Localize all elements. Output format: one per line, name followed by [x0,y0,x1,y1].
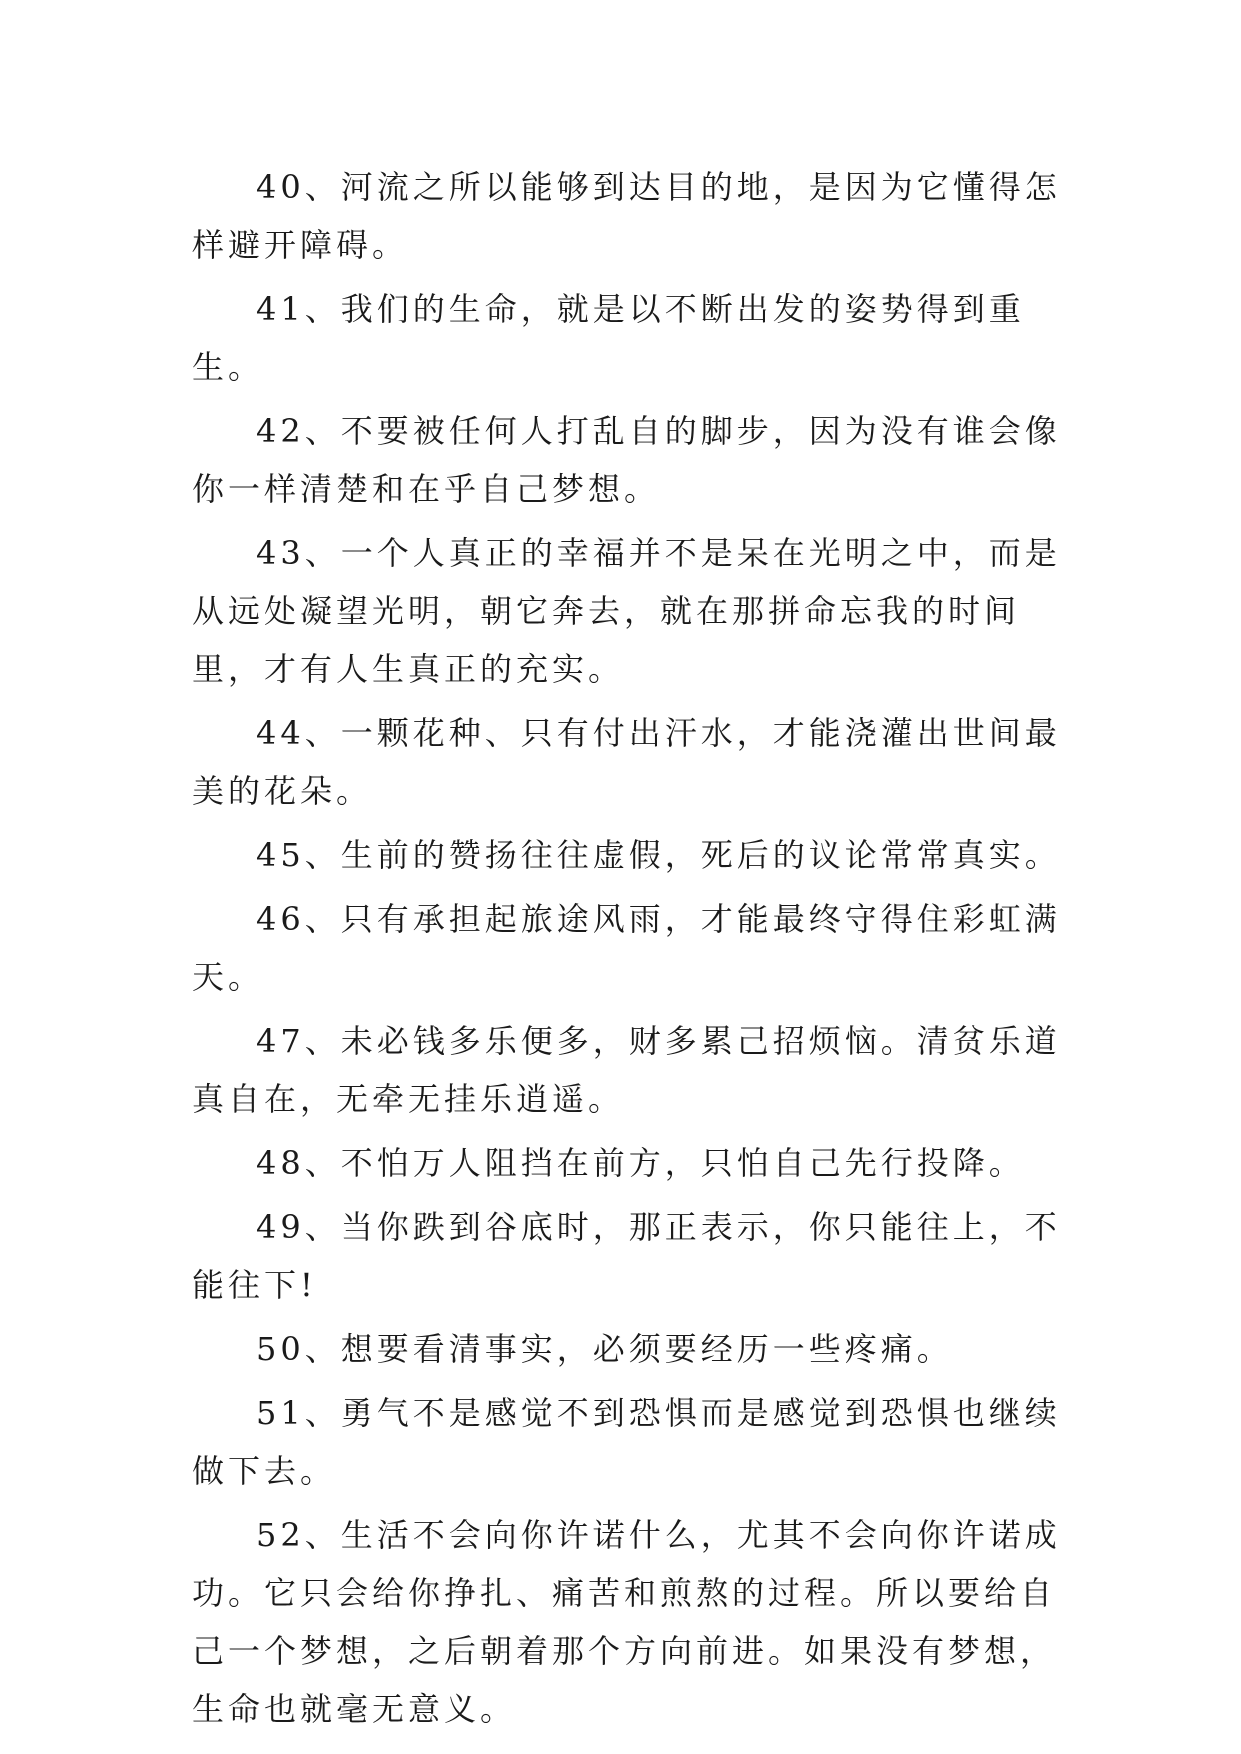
paragraph-43: 43、一个人真正的幸福并不是呆在光明之中，而是从远处凝望光明，朝它奔去，就在那拼命忘我的时间里，才有人生真正的充实。 [192,534,1061,688]
document-body [192,158,1064,1744]
paragraph-47: 47、未必钱多乐便多，财多累己招烦恼。清贫乐道真自在，无牵无挂乐逍遥。 [192,1022,1061,1118]
paragraph-52: 52、生活不会向你许诺什么，尤其不会向你许诺成功。它只会给你挣扎、痛苦和煎熬的过程。所以要给自己一个梦想，之后朝着那个方向前进。如果没有梦想，生命也就毫无意义。 [192,1516,1061,1728]
paragraph-45: 45、生前的赞扬往往虚假，死后的议论常常真实。 [256,836,1061,874]
paragraph-49: 49、当你跌到谷底时，那正表示，你只能往上，不能往下! [192,1208,1061,1304]
paragraph-51: 51、勇气不是感觉不到恐惧而是感觉到恐惧也继续做下去。 [192,1394,1061,1490]
paragraph-42: 42、不要被任何人打乱自的脚步，因为没有谁会像你一样清楚和在乎自己梦想。 [192,412,1061,508]
paragraph-41: 41、我们的生命，就是以不断出发的姿势得到重生。 [192,290,1025,386]
paragraph-48: 48、不怕万人阻挡在前方，只怕自己先行投降。 [256,1144,1025,1182]
paragraph-40: 40、河流之所以能够到达目的地，是因为它懂得怎样避开障碍。 [192,168,1061,264]
paragraph-44: 44、一颗花种、只有付出汗水，才能浇灌出世间最美的花朵。 [192,714,1061,810]
paragraph-50: 50、想要看清事实，必须要经历一些疼痛。 [256,1330,953,1368]
paragraph-46: 46、只有承担起旅途风雨，才能最终守得住彩虹满天。 [192,900,1061,996]
